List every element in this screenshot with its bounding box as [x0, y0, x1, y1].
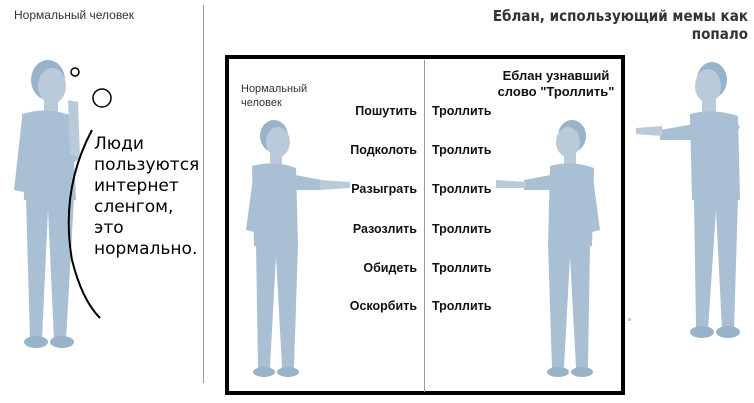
speech-line: пользуются [94, 155, 200, 175]
caption-line: Еблан узнавший [502, 68, 610, 83]
speck [628, 318, 631, 321]
troll-label: Троллить [432, 299, 492, 313]
speech-line: это [94, 218, 124, 238]
troll-label: Троллить [432, 182, 492, 196]
caption-line: Нормальный [241, 83, 308, 95]
speech-line: интернет [94, 176, 179, 196]
inner-right-caption [486, 68, 626, 100]
caption-line: человек [241, 97, 282, 109]
verb-label: Разозлить [352, 222, 417, 236]
inner-normal-man-figure [232, 118, 352, 390]
panel-divider [203, 5, 204, 383]
troll-label: Троллить [432, 222, 492, 236]
troll-label: Троллить [432, 261, 492, 275]
verb-label: Подколоть [350, 143, 417, 157]
speech-line: Люди [94, 134, 144, 154]
troll-label: Троллить [432, 143, 492, 157]
inner-troll-man-figure [494, 118, 614, 390]
verb-label: Пошутить [355, 104, 417, 118]
speech-line: сленгом, [94, 197, 174, 217]
caption-line: слово "Троллить" [497, 84, 615, 99]
speech-text [94, 134, 199, 260]
verb-label: Разыграть [351, 182, 417, 196]
speech-line: нормально. [94, 239, 198, 259]
left-panel-caption: Нормальный человек [14, 8, 134, 22]
verb-label: Оскорбить [349, 299, 417, 313]
right-panel-caption: Еблан, использующий мемы как попало [492, 7, 748, 43]
verb-label: Обидеть [363, 261, 417, 275]
inner-divider [424, 60, 425, 392]
troll-label: Троллить [432, 104, 492, 118]
pointing-man-figure [630, 60, 754, 390]
